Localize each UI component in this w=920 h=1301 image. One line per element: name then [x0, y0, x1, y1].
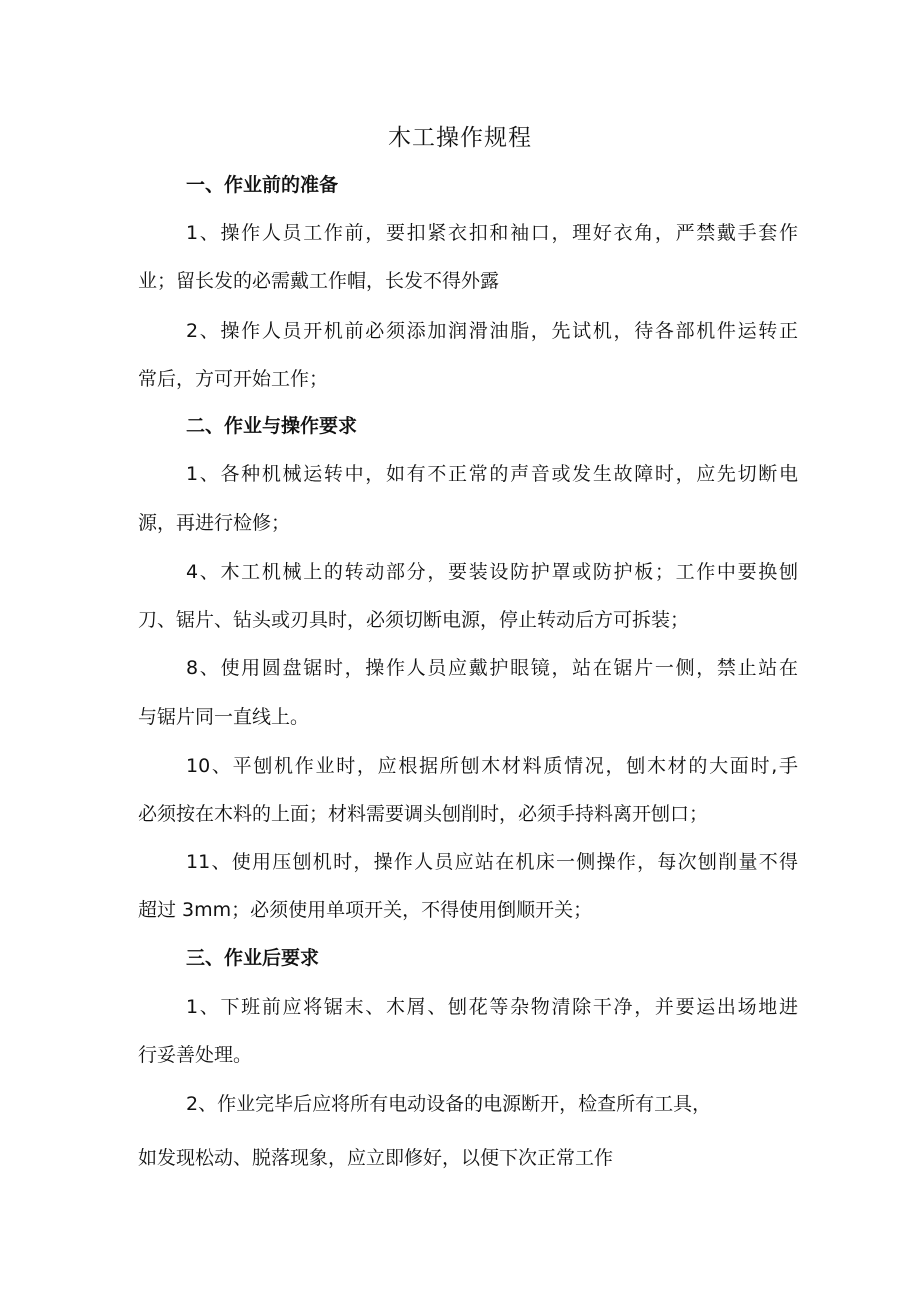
- paragraph-line: 与锯片同一直线上。: [138, 706, 310, 728]
- paragraph-line: 10、平刨机作业时，应根据所刨木材料质情况，刨木材的大面时,手: [186, 755, 798, 777]
- section-heading-after-work: 三、作业后要求: [186, 947, 320, 969]
- section-heading-operation: 二、作业与操作要求: [186, 415, 358, 437]
- paragraph-line: 如发现松动、脱落现象，应立即修好，以便下次正常工作: [138, 1147, 614, 1169]
- paragraph-line: 业；留长发的必需戴工作帽，长发不得外露: [138, 270, 500, 292]
- document-title: 木工操作规程: [388, 125, 532, 151]
- paragraph-line: 超过 3mm；必须使用单项开关，不得使用倒顺开关；: [138, 899, 593, 921]
- paragraph-line: 11、使用压刨机时，操作人员应站在机床一侧操作，每次刨削量不得: [186, 851, 798, 873]
- paragraph-line: 2、作业完毕后应将所有电动设备的电源断开，检查所有工具，: [186, 1093, 712, 1115]
- paragraph-line: 源，再进行检修；: [138, 512, 291, 534]
- paragraph-line: 8、使用圆盘锯时，操作人员应戴护眼镜，站在锯片一侧，禁止站在: [186, 657, 798, 679]
- paragraph-line: 刀、锯片、钻头或刃具时，必须切断电源，停止转动后方可拆装；: [138, 609, 690, 631]
- section-heading-preparation: 一、作业前的准备: [186, 174, 339, 196]
- paragraph-line: 2、操作人员开机前必须添加润滑油脂，先试机，待各部机件运转正: [186, 320, 798, 342]
- paragraph-line: 行妥善处理。: [138, 1044, 253, 1066]
- paragraph-line: 常后，方可开始工作；: [138, 368, 329, 390]
- paragraph-line: 1、操作人员工作前，要扣紧衣扣和袖口，理好衣角，严禁戴手套作: [186, 222, 798, 244]
- paragraph-line: 必须按在木料的上面；材料需要调头刨削时，必须手持料离开刨口；: [138, 803, 709, 825]
- paragraph-line: 1、下班前应将锯末、木屑、刨花等杂物清除干净，并要运出场地进: [186, 996, 798, 1018]
- paragraph-line: 4、木工机械上的转动部分，要装设防护罩或防护板；工作中要换刨: [186, 561, 798, 583]
- paragraph-line: 1、各种机械运转中，如有不正常的声音或发生故障时，应先切断电: [186, 463, 798, 485]
